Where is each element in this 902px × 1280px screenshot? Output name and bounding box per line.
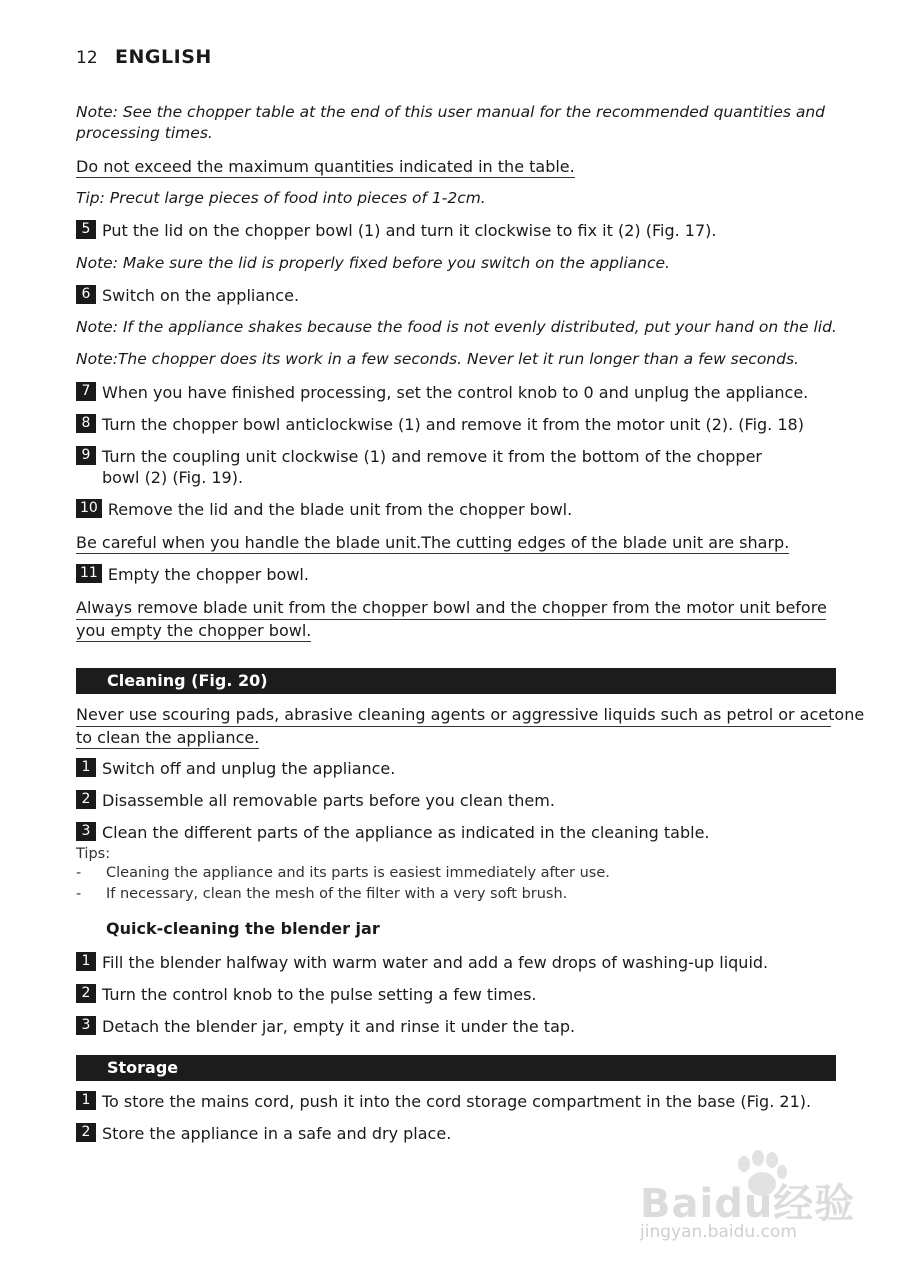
tip-item: Cleaning the appliance and its parts is easiest immediately after use. bbox=[106, 865, 610, 881]
step-7: 7 When you have finished processing, set the control knob to 0 and unplug the appliance. bbox=[76, 382, 836, 403]
quick-step-3: 3 Detach the blender jar, empty it and rinse it under the tap. bbox=[76, 1016, 836, 1037]
step-number-badge: 11 bbox=[76, 564, 102, 583]
step-number-badge: 7 bbox=[76, 382, 96, 401]
step-number-badge: 9 bbox=[76, 446, 96, 465]
step-8: 8 Turn the chopper bowl anticlockwise (1) and remove it from the motor unit (2). (Fig. 18) bbox=[76, 414, 836, 435]
step-number-badge: 1 bbox=[76, 1091, 96, 1110]
section-header-storage: Storage bbox=[76, 1055, 836, 1081]
baidu-watermark bbox=[640, 1150, 870, 1260]
step-number-badge: 6 bbox=[76, 285, 96, 304]
tip-dash: - bbox=[76, 865, 82, 881]
step-number-badge: 10 bbox=[76, 499, 102, 518]
warning-max-quantities: Do not exceed the maximum quantities indicated in the table. bbox=[76, 157, 575, 176]
step-number-badge: 2 bbox=[76, 790, 96, 809]
note-few-seconds: Note:The chopper does its work in a few seconds. Never let it run longer than a few seconds. bbox=[76, 350, 799, 368]
note-appliance-shakes: Note: If the appliance shakes because the food is not evenly distributed, put your hand on the lid. bbox=[76, 318, 837, 336]
step-number-badge: 3 bbox=[76, 822, 96, 841]
subheading-quick-cleaning: Quick-cleaning the blender jar bbox=[106, 919, 380, 938]
step-5: 5 Put the lid on the chopper bowl (1) and turn it clockwise to fix it (2) (Fig. 17). bbox=[76, 220, 836, 241]
cleaning-step-3: 3 Clean the different parts of the appliance as indicated in the cleaning table. bbox=[76, 822, 836, 843]
page-header bbox=[76, 46, 212, 68]
warning-remove-blade: Always remove blade unit from the chopper bowl and the chopper from the motor unit before you empty the chopper bowl. bbox=[76, 598, 827, 640]
warning-no-scouring: Never use scouring pads, abrasive cleaning agents or aggressive liquids such as petrol or acetone to clean the appliance. bbox=[76, 705, 865, 747]
page-number: 12 bbox=[76, 48, 98, 68]
quick-step-2: 2 Turn the control knob to the pulse setting a few times. bbox=[76, 984, 836, 1005]
step-6: 6 Switch on the appliance. bbox=[76, 285, 836, 306]
cleaning-step-2: 2 Disassemble all removable parts before you clean them. bbox=[76, 790, 836, 811]
watermark-brand: Baidu经验 bbox=[640, 1181, 856, 1227]
step-11: 11 Empty the chopper bowl. bbox=[76, 564, 836, 585]
tips-label: Tips: bbox=[76, 846, 111, 862]
quick-step-1: 1 Fill the blender halfway with warm water and add a few drops of washing-up liquid. bbox=[76, 952, 836, 973]
step-number-badge: 2 bbox=[76, 1123, 96, 1142]
step-number-badge: 1 bbox=[76, 758, 96, 777]
cleaning-step-1: 1 Switch off and unplug the appliance. bbox=[76, 758, 836, 779]
storage-step-1: 1 To store the mains cord, push it into the cord storage compartment in the base (Fig. 21). bbox=[76, 1091, 836, 1112]
tip-item: If necessary, clean the mesh of the filter with a very soft brush. bbox=[106, 886, 568, 902]
step-10: 10 Remove the lid and the blade unit from the chopper bowl. bbox=[76, 499, 836, 520]
tip-dash: - bbox=[76, 886, 82, 902]
watermark-url: jingyan.baidu.com bbox=[640, 1222, 797, 1242]
step-number-badge: 3 bbox=[76, 1016, 96, 1035]
language-heading: ENGLISH bbox=[115, 46, 212, 68]
storage-step-2: 2 Store the appliance in a safe and dry place. bbox=[76, 1123, 836, 1144]
step-number-badge: 5 bbox=[76, 220, 96, 239]
step-9: 9 Turn the coupling unit clockwise (1) and remove it from the bottom of the chopper bowl (2) (Fig. 19). bbox=[76, 446, 836, 488]
step-number-badge: 2 bbox=[76, 984, 96, 1003]
step-number-badge: 1 bbox=[76, 952, 96, 971]
warning-blade-sharp: Be careful when you handle the blade unit.The cutting edges of the blade unit are sharp. bbox=[76, 533, 790, 552]
note-chopper-table: Note: See the chopper table at the end of this user manual for the recommended quantities and processing times. bbox=[76, 103, 826, 142]
note-lid-fixed: Note: Make sure the lid is properly fixed before you switch on the appliance. bbox=[76, 254, 670, 272]
tip-precut: Tip: Precut large pieces of food into pieces of 1-2cm. bbox=[76, 189, 486, 207]
section-header-cleaning: Cleaning (Fig. 20) bbox=[76, 668, 836, 694]
step-number-badge: 8 bbox=[76, 414, 96, 433]
